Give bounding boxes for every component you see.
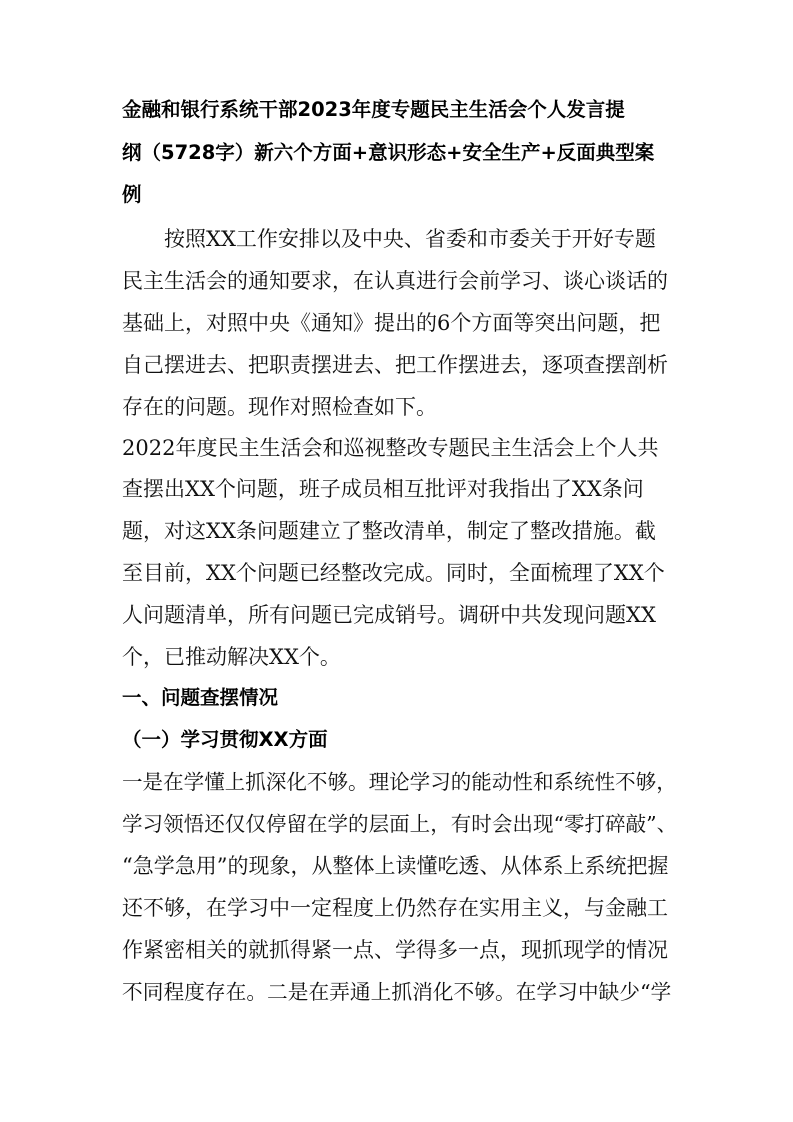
- document-title-line-1: 金融和银行系统干部2023年度专题民主生活会个人发言提: [122, 98, 625, 121]
- intro-line-1: 按照XX工作安排以及中央、省委和市委关于开好专题: [164, 227, 656, 251]
- body-line-4: 还不够，在学习中一定程度上仍然存在实用主义，与金融工: [122, 896, 668, 920]
- review-line-6: 个，已推动解决XX个。: [122, 645, 341, 669]
- body-line-6: 不同程度存在。二是在弄通上抓消化不够。在学习中缺少“学: [122, 980, 672, 1004]
- review-line-3: 题，对这XX条问题建立了整改清单，制定了整改措施。截: [122, 519, 656, 543]
- body-line-1: 一是在学懂上抓深化不够。理论学习的能动性和系统性不够，: [122, 770, 677, 794]
- review-line-2: 查摆出XX个问题，班子成员相互批评对我指出了XX条问: [122, 477, 644, 501]
- intro-line-5: 存在的问题。现作对照检查如下。: [122, 395, 437, 419]
- section-heading: 一、问题查摆情况: [122, 686, 279, 709]
- body-line-3: “急学急用”的现象，从整体上读懂吃透、从体系上系统把握: [122, 854, 669, 878]
- review-line-1: 2022年度民主生活会和巡视整改专题民主生活会上个人共: [122, 436, 659, 460]
- document-title-line-2: 纲（5728字）新六个方面+意识形态+安全生产+反面典型案: [122, 141, 655, 164]
- intro-line-4: 自己摆进去、把职责摆进去、把工作摆进去，逐项查摆剖析: [122, 353, 668, 377]
- review-line-4: 至目前，XX个问题已经整改完成。同时，全面梳理了XX个: [122, 561, 665, 585]
- intro-line-3: 基础上，对照中央《通知》提出的6个方面等突出问题，把: [122, 311, 661, 335]
- intro-line-2: 民主生活会的通知要求，在认真进行会前学习、谈心谈话的: [122, 269, 668, 293]
- subsection-heading: （一）学习贯彻XX方面: [122, 728, 328, 751]
- body-line-2: 学习领悟还仅仅停留在学的层面上，有时会出现“零打碎敲”、: [122, 812, 678, 836]
- body-line-5: 作紧密相关的就抓得紧一点、学得多一点，现抓现学的情况: [122, 938, 668, 962]
- document-title-line-3: 例: [122, 183, 142, 206]
- review-line-5: 人问题清单，所有问题已完成销号。调研中共发现问题XX: [122, 603, 656, 627]
